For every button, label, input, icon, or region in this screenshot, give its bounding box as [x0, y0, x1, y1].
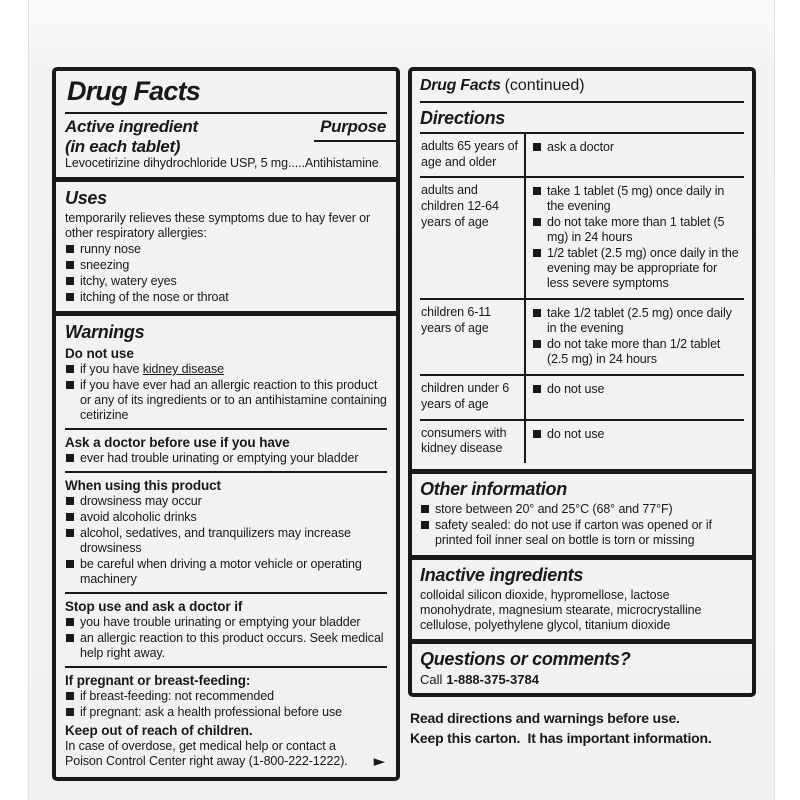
inactive-ingredients-text: colloidal silicon dioxide, hypromellose, lactose monohydrate, magnesium stearate, microcrystalline cellulose, polyethylene glycol, titanium dioxide — [420, 587, 702, 632]
directions-heading: Directions — [420, 108, 506, 128]
bullet-text: take 1 tablet (5 mg) once daily in the evening — [547, 184, 725, 214]
footer-line-1: Read directions and warnings before use. — [410, 709, 680, 726]
directions-row — [420, 298, 744, 374]
bullet-text: store between 20° and 25°C (68° and 77°F) — [435, 501, 673, 516]
bullet-text: be careful when driving a motor vehicle or operating machinery — [80, 557, 362, 587]
subsection-divider — [65, 592, 387, 594]
other-information-heading: Other information — [420, 478, 567, 499]
kidney-disease-underlined: kidney disease — [142, 362, 225, 377]
bullet-text: alcohol, sedatives, and tranquilizers may increase drowsiness — [80, 526, 351, 556]
directions-row — [420, 419, 744, 463]
call-line — [420, 672, 744, 687]
bullet-item — [532, 246, 742, 291]
bullet-item — [65, 494, 387, 509]
directions-row — [420, 176, 744, 298]
subsection-divider — [65, 428, 387, 430]
bullet-text: do not take more than 1 tablet (5 mg) in 24 hours — [547, 215, 725, 245]
uses-section — [65, 188, 387, 305]
bullet-square-icon — [66, 513, 74, 521]
bullet-text: you have trouble urinating or emptying your bladder — [80, 615, 361, 630]
bullet-square-icon — [66, 634, 74, 642]
kidney-pre-text: if you have — [80, 362, 143, 377]
directions-section — [412, 71, 752, 469]
drug-facts-panel — [52, 67, 400, 781]
uses-intro: temporarily relieves these symptoms due to hay fever or other respiratory allergies: — [65, 211, 371, 241]
section-divider — [56, 311, 396, 316]
footer-line-2: Keep this carton. It has important information. — [410, 730, 712, 747]
bullet-text: 1/2 tablet (2.5 mg) once daily in the evening may be appropriate for less severe symptoms — [547, 246, 739, 291]
bullet-item — [532, 306, 742, 336]
bullet-square-icon — [66, 618, 74, 626]
age-group-cell: children 6-11 years of age — [421, 305, 492, 335]
directions-row — [420, 134, 744, 176]
bullet-item — [532, 140, 742, 155]
active-ingredient-section — [65, 117, 387, 171]
questions-heading: Questions or comments? — [420, 648, 631, 669]
active-ingredient-label: Active ingredient — [65, 117, 198, 136]
bullet-text: do not use — [547, 382, 605, 397]
continued-title: Drug Facts — [420, 77, 501, 94]
bullet-square-icon — [533, 385, 541, 393]
in-each-tablet-label: (in each tablet) — [65, 136, 181, 156]
bullet-item — [65, 274, 387, 289]
bullet-square-icon — [66, 708, 74, 716]
warnings-section — [65, 322, 387, 769]
age-group-cell: consumers with kidney disease — [421, 425, 507, 456]
bullet-item — [65, 705, 387, 720]
keep-out-of-reach-heading: Keep out of reach of children. — [65, 723, 253, 739]
when-using-heading: When using this product — [65, 478, 221, 494]
bullet-square-icon — [533, 143, 541, 151]
purpose-label: Purpose — [314, 117, 396, 142]
warnings-heading: Warnings — [65, 322, 145, 343]
bullet-text: itching of the nose or throat — [80, 290, 229, 305]
bullet-square-icon — [533, 187, 541, 195]
inactive-ingredients-heading: Inactive ingredients — [420, 564, 584, 585]
bullet-item — [532, 215, 742, 245]
call-prefix: Call — [420, 671, 443, 687]
dosage-cell — [524, 421, 744, 463]
bullet-square-icon — [421, 505, 429, 513]
bullet-square-icon — [66, 529, 74, 537]
bullet-text: if you have ever had an allergic reaction to this product or any of its ingredients or to an antihistamine containing cetirizine — [80, 378, 387, 423]
bullet-square-icon — [66, 245, 74, 253]
bullet-text — [80, 362, 387, 377]
bullet-square-icon — [66, 277, 74, 285]
bullet-item — [65, 378, 387, 423]
drug-facts-title: Drug Facts — [67, 76, 201, 106]
bullet-item — [65, 631, 387, 661]
bullet-item — [65, 557, 387, 587]
bullet-square-icon — [66, 293, 74, 301]
overdose-text: In case of overdose, get medical help or contact a Poison Control Center right away (1-800-222-1222). — [65, 739, 348, 769]
overdose-paragraph — [65, 739, 387, 769]
bullet-text: safety sealed: do not use if carton was opened or if printed foil inner seal on bottle is torn or missing — [435, 517, 712, 547]
bullet-item — [65, 290, 387, 305]
inactive-ingredients-section — [412, 560, 752, 639]
bullet-text: sneezing — [80, 258, 130, 273]
active-ingredient-header — [65, 117, 387, 156]
bullet-item — [532, 382, 742, 397]
subsection-divider — [65, 471, 387, 473]
bullet-item — [420, 518, 744, 548]
bullet-text: do not use — [547, 426, 605, 441]
right-pointer-icon: ► — [373, 752, 385, 771]
active-ingredient-heading — [65, 117, 198, 156]
dosage-cell — [524, 178, 744, 298]
bullet-item — [532, 337, 742, 367]
bullet-item — [65, 258, 387, 273]
bullet-text: do not take more than 1/2 tablet (2.5 mg) in 24 hours — [547, 337, 721, 367]
age-group-cell: adults 65 years of age and older — [421, 139, 518, 169]
title-divider — [65, 112, 387, 114]
bullet-item — [65, 242, 387, 257]
section-divider — [56, 177, 396, 182]
bullet-text: drowsiness may occur — [80, 494, 202, 509]
bullet-text: if breast-feeding: not recommended — [80, 689, 274, 704]
bullet-text: ask a doctor — [547, 140, 614, 154]
pregnant-heading: If pregnant or breast-feeding: — [65, 673, 251, 689]
bullet-square-icon — [66, 381, 74, 389]
phone-number: 1-888-375-3784 — [446, 671, 539, 687]
bullet-square-icon — [66, 560, 74, 568]
bullet-square-icon — [533, 340, 541, 348]
bullet-text: if pregnant: ask a health professional before use — [80, 705, 342, 720]
directions-row — [420, 374, 744, 418]
dosage-cell — [524, 134, 744, 176]
ask-doctor-heading: Ask a doctor before use if you have — [65, 435, 290, 451]
bullet-text: take 1/2 tablet (2.5 mg) once daily in the evening — [547, 306, 732, 336]
subsection-divider — [65, 666, 387, 668]
bullet-square-icon — [533, 309, 541, 317]
age-group-cell: adults and children 12-64 years of age — [421, 183, 499, 229]
stop-use-heading: Stop use and ask a doctor if — [65, 599, 243, 615]
bullet-square-icon — [533, 218, 541, 226]
bullet-square-icon — [66, 261, 74, 269]
bullet-item — [65, 689, 387, 704]
do-not-use-heading: Do not use — [65, 346, 134, 362]
right-box — [408, 67, 756, 697]
bullet-square-icon — [66, 497, 74, 505]
bullet-text: runny nose — [80, 242, 141, 257]
age-group-cell: children under 6 years of age — [421, 381, 510, 411]
bullet-text: itchy, watery eyes — [80, 274, 177, 289]
bullet-item — [420, 502, 744, 517]
bullet-text: avoid alcoholic drinks — [80, 510, 197, 525]
header-divider — [420, 101, 744, 103]
bullet-item — [65, 526, 387, 556]
bullet-square-icon — [533, 249, 541, 257]
bullet-item — [532, 184, 742, 214]
bullet-text: an allergic reaction to this product occurs. Seek medical help right away. — [80, 631, 384, 661]
ingredient-row: Levocetirizine dihydrochloride USP, 5 mg.....Antihistamine — [65, 156, 379, 171]
continued-suffix: (continued) — [504, 77, 585, 94]
bullet-square-icon — [66, 365, 74, 373]
bullet-item — [65, 451, 387, 466]
bullet-square-icon — [66, 692, 74, 700]
bullet-item — [65, 510, 387, 525]
continued-header — [420, 75, 744, 96]
bullet-square-icon — [533, 430, 541, 438]
dosage-cell — [524, 300, 744, 374]
carton-footer-note — [408, 708, 756, 749]
uses-heading: Uses — [65, 188, 107, 209]
drug-facts-continued-panel — [408, 67, 756, 748]
other-information-section — [412, 474, 752, 555]
dosage-cell — [524, 376, 744, 418]
bullet-item — [532, 427, 742, 442]
bullet-item — [65, 362, 387, 377]
bullet-square-icon — [421, 521, 429, 529]
bullet-item — [65, 615, 387, 630]
questions-section — [412, 644, 752, 693]
bullet-square-icon — [66, 454, 74, 462]
bullet-text: ever had trouble urinating or emptying your bladder — [80, 451, 359, 466]
